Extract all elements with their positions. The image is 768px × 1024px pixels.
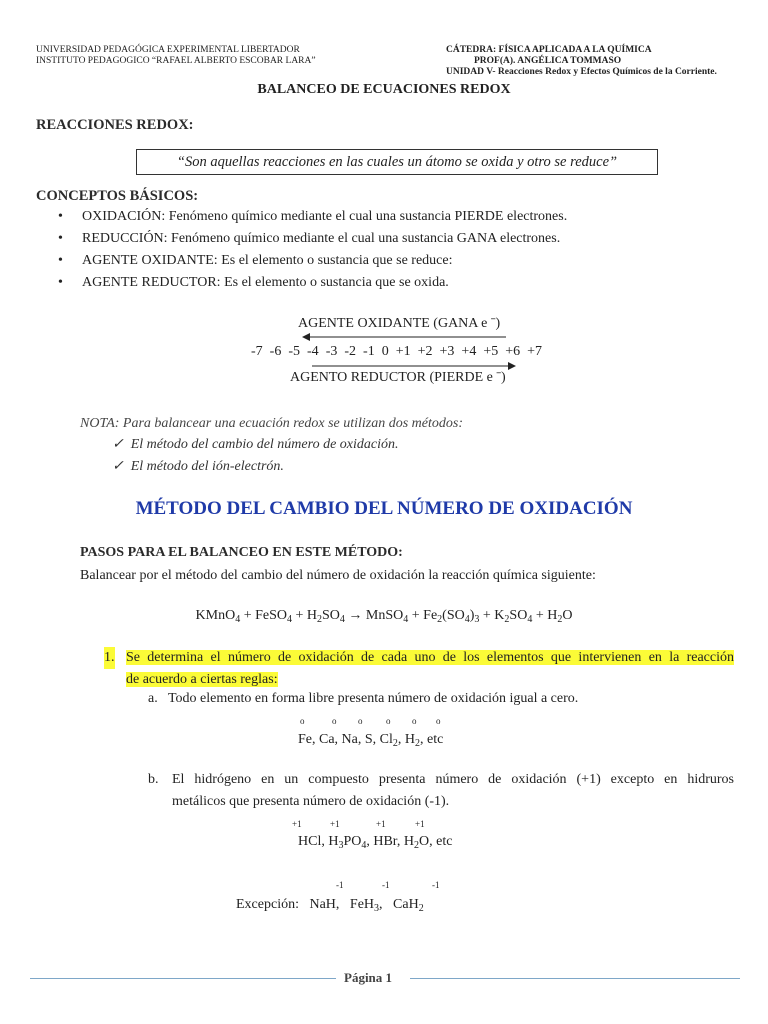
scale-number: -1 [363,344,375,359]
course-header [446,45,717,78]
scale-number: -4 [307,344,319,359]
exception-line [236,894,424,916]
ox-number: +1 [330,819,340,829]
institute-name: INSTITUTO PEDAGOGICO “RAFAEL ALBERTO ESCOBAR LARA” [36,56,316,66]
eq-subscript: 4 [339,614,345,625]
bullet-icon: • [58,253,63,268]
scale-number: +3 [439,344,455,359]
footer-line-left [30,978,336,979]
example-subscript: 3 [374,903,380,914]
ox-number: -1 [382,880,390,890]
concepts-list [58,206,748,294]
list-item [112,456,398,478]
method-1: El método del cambio del número de oxidación. [130,437,399,452]
rule-a-examples [298,729,443,751]
eq-subscript: 2 [557,614,563,625]
exception-feh3: FeH [349,897,375,912]
ox-number: o [300,716,305,726]
eq-term: SO [509,608,528,623]
document-title: BALANCEO DE ECUACIONES REDOX [257,82,511,97]
list-item [58,206,748,228]
bullet-icon: • [58,231,63,246]
scale-number: +5 [483,344,499,359]
rule-b-line-1: El hidrógeno en un compuesto presenta número de oxidación (+1) excepto en hidruros [172,772,734,787]
scale-number: +7 [527,344,543,359]
bullet-icon: • [58,209,63,224]
concept-oxidacion: OXIDACIÓN: Fenómeno químico mediante el cual una sustancia PIERDE electrones. [82,209,568,224]
example-text: , HBr, H [366,834,415,849]
eq-subscript: 4 [464,614,470,625]
ox-number: o [358,716,363,726]
rule-b-examples [298,831,452,853]
rule-a [148,688,578,710]
scale-number: 0 [381,344,389,359]
method-title: MÉTODO DEL CAMBIO DEL NÚMERO DE OXIDACIÓN [135,498,633,519]
example-text: Fe, Ca, Na, S, Cl [298,732,393,747]
eq-subscript: 2 [437,614,443,625]
example-subscript: 2 [415,738,421,749]
example-text: PO [343,834,362,849]
example-text: HCl, H [298,834,339,849]
footer-line-right [410,978,740,979]
eq-subscript: 4 [403,614,409,625]
rule-b [148,769,734,813]
exception-label: Excepción: [236,897,299,912]
professor-name: PROF(A). ANGÉLICA TOMMASO [474,56,622,66]
ox-number: +1 [415,819,425,829]
concept-agente-oxidante: AGENTE OXIDANTE: Es el elemento o sustancia que se reduce: [82,253,453,268]
step-1-line-1: Se determina el número de oxidación de cada uno de los elementos que intervienen en la reacción [126,650,734,665]
method-2: El método del ión-electrón. [130,459,284,474]
scale-number: +6 [505,344,521,359]
ox-number: o [412,716,417,726]
eq-term: → MnSO [344,608,404,623]
scale-number: +2 [417,344,433,359]
ox-number: -1 [336,880,344,890]
scale-number: -5 [288,344,301,359]
example-text: , etc [420,732,444,747]
example-subscript: 2 [392,738,398,749]
ox-number: o [436,716,441,726]
eq-subscript: 4 [235,614,241,625]
scale-bottom-label: AGENTO REDUCTOR (PIERDE e ˉ) [290,370,506,385]
rule-a-letter: a. [148,691,158,706]
step-1-line-2: de acuerdo a ciertas reglas: [126,672,278,687]
scale-number: +1 [395,344,411,359]
eq-term: + FeSO [240,608,287,623]
rule-b-line-2: metálicos que presenta número de oxidación (-1). [172,794,450,809]
example-text: , [379,897,383,912]
course-name: CÁTEDRA: FÍSICA APLICADA A LA QUÍMICA [446,45,652,55]
example-text: , H [397,732,416,747]
page-number: Página 1 [344,970,393,985]
scale-number: -7 [251,344,263,359]
eq-subscript: 2 [317,614,322,625]
left-arrow-icon [302,333,506,341]
step-1 [104,647,734,691]
eq-term: O [562,608,573,623]
list-item [58,250,748,272]
scale-number: -2 [344,344,357,359]
eq-subscript: 4 [527,614,533,625]
list-item [112,434,398,456]
example-text: O, etc [419,834,453,849]
university-name: UNIVERSIDAD PEDAGÓGICA EXPERIMENTAL LIBERTADOR [36,45,300,55]
ox-number: +1 [292,819,302,829]
list-item [58,272,748,294]
eq-term: ) [469,608,475,623]
bullet-icon: • [58,275,63,290]
scale-top-label: AGENTE OXIDANTE (GANA e ˉ) [298,316,501,331]
rule-a-text: Todo elemento en forma libre presenta número de oxidación igual a cero. [167,691,579,706]
nota-text: NOTA: Para balancear una ecuación redox se utilizan dos métodos: [80,416,464,431]
scale-number: +4 [461,344,477,359]
institution-header [36,45,316,67]
eq-subscript: 3 [474,614,480,625]
exception-nah: NaH, [309,897,340,912]
eq-term: (SO [442,608,465,623]
ox-number: +1 [376,819,386,829]
unit-name: UNIDAD V- Reacciones Redox y Efectos Químicos de la Corriente. [446,67,717,77]
concepts-heading: CONCEPTOS BÁSICOS: [36,188,199,204]
eq-term: + H [532,608,558,623]
list-item [58,228,748,250]
eq-term: + H [291,608,317,623]
checkmark-icon: ✓ [112,459,124,474]
rule-b-letter: b. [148,772,159,787]
eq-term: KMnO [195,608,236,623]
definition-quote: “Son aquellas reacciones en las cuales un átomo se oxida y otro se reduce” [176,154,618,170]
methods-list [112,434,398,478]
scale-number: -3 [325,344,338,359]
steps-intro: Balancear por el método del cambio del número de oxidación la reacción química siguiente: [80,568,596,583]
eq-term: + K [479,608,505,623]
eq-subscript: 4 [286,614,292,625]
steps-heading: PASOS PARA EL BALANCEO EN ESTE MÉTODO: [80,545,403,560]
definition-box [136,149,658,175]
ox-number: -1 [432,880,440,890]
checkmark-icon: ✓ [112,437,124,452]
redox-heading: REACCIONES REDOX: [36,117,194,133]
eq-term: + Fe [408,608,438,623]
eq-term: SO [322,608,340,623]
example-subscript: 2 [418,903,424,914]
example-subscript: 4 [361,840,367,851]
chemical-equation [0,605,768,627]
eq-subscript: 2 [504,614,510,625]
example-subscript: 3 [338,840,344,851]
ox-number: o [332,716,337,726]
ox-number: o [386,716,391,726]
step-1-number: 1. [104,647,115,669]
scale-number: -6 [269,344,282,359]
concept-agente-reductor: AGENTE REDUCTOR: Es el elemento o sustancia que se oxida. [82,275,449,290]
example-subscript: 2 [414,840,420,851]
oxidation-number-scale [251,341,581,363]
exception-cah2: CaH [393,897,419,912]
concept-reduccion: REDUCCIÓN: Fenómeno químico mediante el cual una sustancia GANA electrones. [82,231,561,246]
